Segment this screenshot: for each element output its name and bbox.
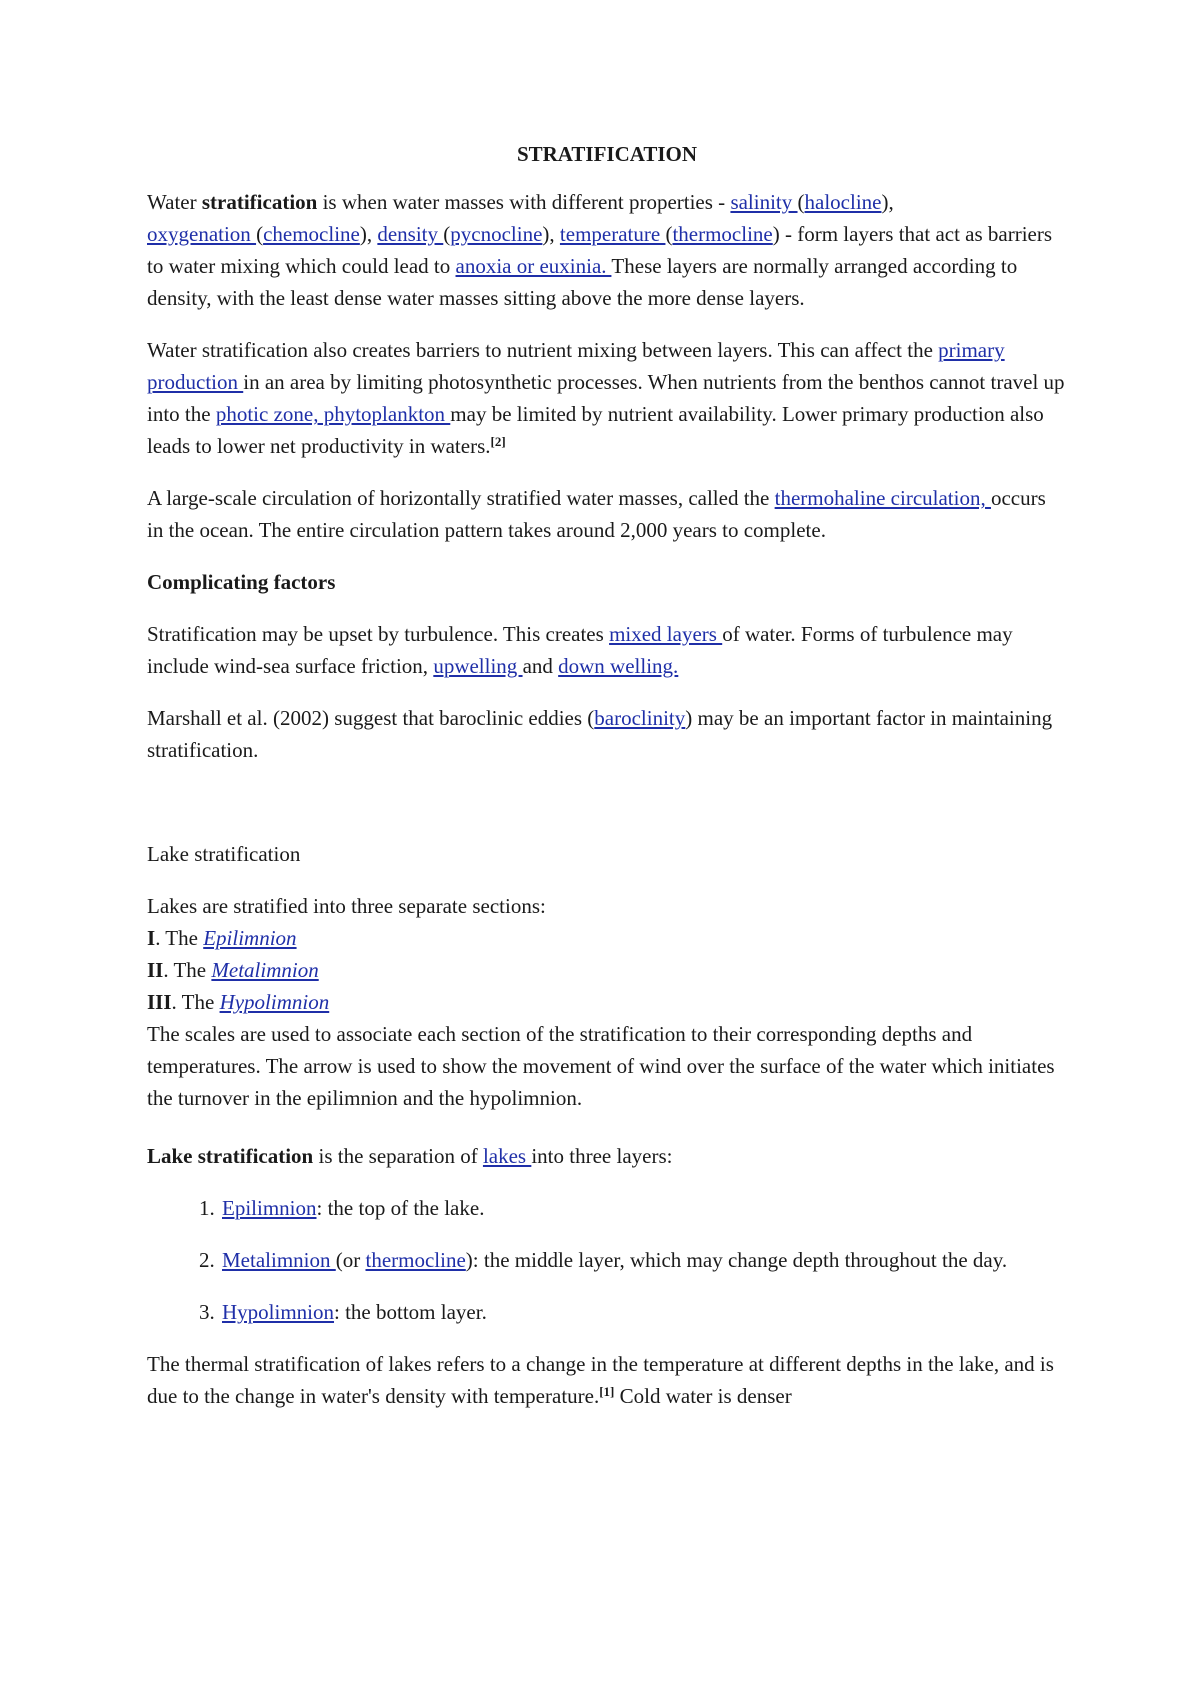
lake-stratification-heading: Lake stratification: [147, 842, 301, 866]
link-oxygenation[interactable]: oxygenation: [147, 222, 257, 246]
roman-item-1: I. The Epilimnion: [147, 926, 297, 950]
link-pycnocline[interactable]: pycnocline: [450, 222, 543, 246]
citation-2: [2]: [490, 434, 506, 449]
link-primary-production[interactable]: primary production: [147, 338, 1005, 394]
spacer: [147, 786, 1067, 838]
link-thermocline[interactable]: thermocline: [672, 222, 773, 246]
link-metalimnion-italic[interactable]: Metalimnion: [211, 958, 319, 982]
link-down-welling[interactable]: down welling.: [558, 654, 679, 678]
paragraph-baroclinic: Marshall et al. (2002) suggest that baroclinic eddies (baroclinity) may be an important factor in maintaining stratification.: [147, 706, 1053, 762]
link-chemocline[interactable]: chemocline: [263, 222, 360, 246]
list-item: 3. Hypolimnion: the bottom layer.: [220, 1296, 1067, 1328]
link-temperature[interactable]: temperature: [559, 222, 666, 246]
link-thermohaline-circulation[interactable]: thermohaline circulation,: [774, 486, 991, 510]
link-salinity[interactable]: salinity: [730, 190, 798, 214]
paragraph-nutrients: Water stratification also creates barriers to nutrient mixing between layers. This can affect the primary production in an area by limiting photosynthetic processes. When nutrients from the benthos cannot travel up into the photic zone, phytoplankton may be limited by nutrient availability. Lower primary production also leads to lower net productivity in waters.[2]: [147, 338, 1065, 458]
list-item: 1. Epilimnion: the top of the lake.: [220, 1192, 1067, 1224]
link-baroclinity[interactable]: baroclinity: [594, 706, 686, 730]
roman-item-2: II. The Metalimnion: [147, 958, 319, 982]
link-epilimnion[interactable]: Epilimnion: [222, 1196, 317, 1220]
section-heading-complicating: Complicating factors: [147, 570, 336, 594]
link-halocline[interactable]: halocline: [804, 190, 882, 214]
roman-item-3: III. The Hypolimnion: [147, 990, 330, 1014]
link-upwelling[interactable]: upwelling: [433, 654, 523, 678]
link-hypolimnion-italic[interactable]: Hypolimnion: [219, 990, 330, 1014]
link-hypolimnion[interactable]: Hypolimnion: [222, 1300, 335, 1324]
link-metalimnion[interactable]: Metalimnion: [222, 1248, 336, 1272]
bold-term: stratification: [201, 190, 318, 214]
paragraph-circulation: A large-scale circulation of horizontally stratified water masses, called the thermohaline circulation, occurs in the ocean. The entire circulation pattern takes around 2,000 years to complete.: [147, 486, 1046, 542]
citation-1: [1]: [599, 1384, 615, 1399]
scales-description: The scales are used to associate each section of the stratification to their corresponding depths and temperatures. The arrow is used to show the movement of wind over the surface of the water which initiates the turnover in the epilimnion and the hypolimnion.: [147, 1022, 1055, 1110]
document-page: [147, 138, 1067, 1432]
link-thermocline-list[interactable]: thermocline: [365, 1248, 466, 1272]
layers-list: [147, 1192, 1067, 1328]
link-anoxia-euxinia[interactable]: anoxia or euxinia.: [455, 254, 612, 278]
link-density[interactable]: density: [377, 222, 444, 246]
link-lakes[interactable]: lakes: [482, 1144, 532, 1168]
page-title: STRATIFICATION: [516, 142, 698, 166]
paragraph-definition: Water stratification is when water masses with different properties - salinity (halocline), oxygenation (chemocline), density (pycnocline), temperature (thermocline) - form layers that act as barriers to water mixing which could lead to anoxia or euxinia. These layers are normally arranged according to density, with the least dense water masses sitting above the more dense layers.: [147, 190, 1053, 310]
paragraph-thermal: The thermal stratification of lakes refers to a change in the temperature at different depths in the lake, and is due to the change in water's density with temperature.[1] Cold water is denser: [147, 1352, 1054, 1408]
link-photic-zone-phytoplankton[interactable]: photic zone, phytoplankton: [215, 402, 451, 426]
lake-intro: Lakes are stratified into three separate sections:: [147, 894, 546, 918]
lake-sections-block: [147, 890, 1067, 1114]
link-epilimnion-italic[interactable]: Epilimnion: [203, 926, 297, 950]
paragraph-turbulence: Stratification may be upset by turbulence. This creates mixed layers of water. Forms of turbulence may include wind-sea surface friction, upwelling and down welling.: [147, 622, 1013, 678]
link-mixed-layers[interactable]: mixed layers: [609, 622, 723, 646]
paragraph-lake-stratification: Lake stratification is the separation of lakes into three layers:: [147, 1144, 673, 1168]
list-item: 2. Metalimnion (or thermocline): the middle layer, which may change depth throughout the day.: [220, 1244, 1067, 1276]
